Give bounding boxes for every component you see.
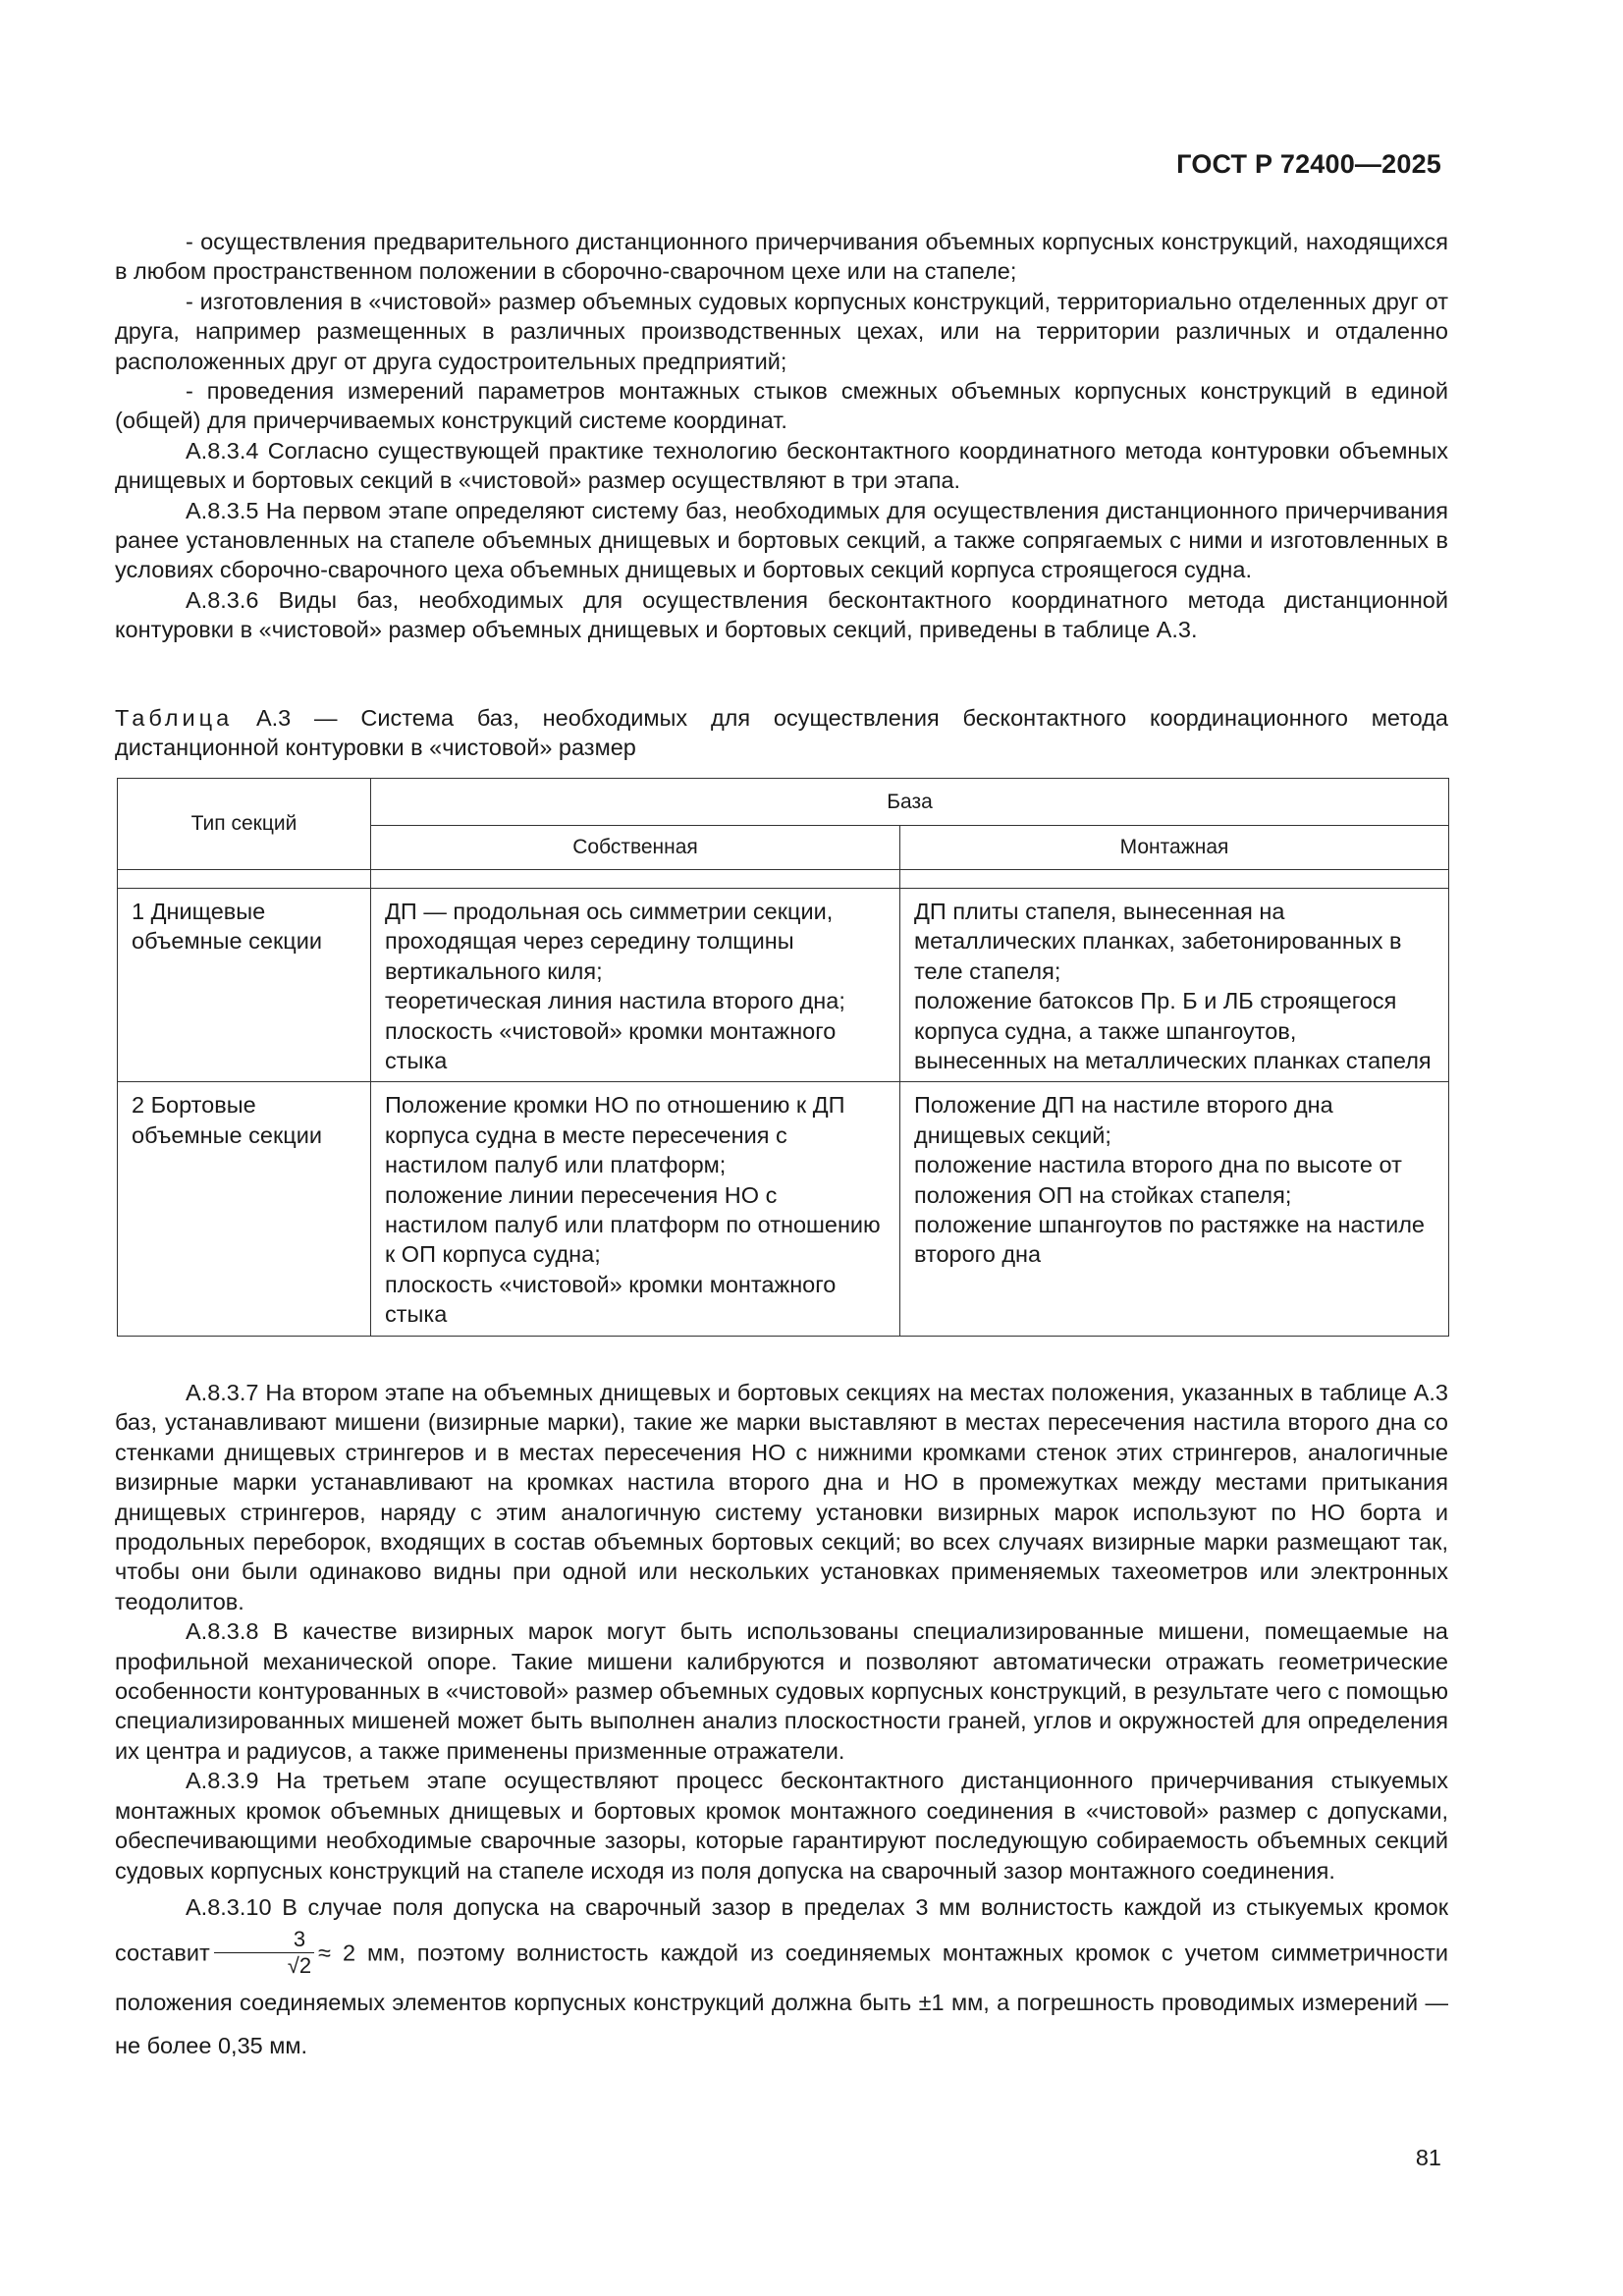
- cell-own-base: ДП — продольная ось симметрии секции, проходящая через середину толщины вертикального киля; теоретическая линия настила второго дна; плоскость «чистовой» кромки монтажного стыка: [371, 889, 900, 1082]
- cell-mount-base: Положение ДП на настиле второго дна днищевых секций; положение настила второго дна по высоте от положения ОП на стойках стапеля; положение шпангоутов по растяжке на настиле второго дна: [900, 1082, 1449, 1336]
- header-separator: [118, 870, 1449, 889]
- fraction-denominator: √2: [287, 1952, 312, 1978]
- intro-text-block: [115, 227, 1448, 645]
- header-mount: Монтажная: [900, 826, 1449, 870]
- document-number-header: ГОСТ Р 72400—2025: [1176, 149, 1441, 179]
- table-caption: [115, 703, 1448, 763]
- paragraph-a834: А.8.3.4 Согласно существующей практике технологию бесконтактного координатного метода контуровки объемных днищевых и бортовых секций в «чистовой» размер осуществляют в три этапа.: [115, 437, 1448, 494]
- cell-section-type: 2 Бортовые объемные секции: [118, 1082, 371, 1336]
- outro-text-block: [115, 1378, 1448, 2067]
- table-caption-label: Таблица: [115, 705, 234, 731]
- cell-section-type: 1 Днищевые объемные секции: [118, 889, 371, 1082]
- paragraph-a839: А.8.3.9 На третьем этапе осуществляют процесс бесконтактного дистанционного причерчивания стыкуемых монтажных кромок объемных днищевых и бортовых кромок монтажного соединения в «чистовой» размер с допусками, обеспечивающими необходимые сварочные зазоры, которые гарантируют последующую собираемость объемных секций судовых корпусных конструкций на стапеле исходя из поля допуска на сварочный зазор монтажного соединения.: [115, 1768, 1448, 1884]
- bases-table: [117, 778, 1449, 1337]
- cell-mount-base: ДП плиты стапеля, вынесенная на металлических планках, забетонированных в теле стапеля; положение батоксов Пр. Б и ЛБ строящегося корпуса судна, а также шпангоутов, вынесенных на металлических планках стапеля: [900, 889, 1449, 1082]
- table-row: [118, 889, 1449, 1082]
- paragraph-a838: А.8.3.8 В качестве визирных марок могут быть использованы специализированные мишени, помещаемые на профильной механической опоре. Такие мишени калибруются и позволяют автоматически отражать геометрические особенности контурованных в «чистовой» размер объемных судовых корпусных конструкций, в результате чего с помощью специализированных мишеней может быть выполнен анализ плоскостности граней, углов и окружностей для определения их центра и радиусов, а также применены призменные отражатели.: [115, 1618, 1448, 1764]
- page-number: 81: [1415, 2145, 1441, 2170]
- paragraph-a837: А.8.3.7 На втором этапе на объемных днищевых и бортовых секциях на местах положения, указанных в таблице А.3 баз, устанавливают мишени (визирные марки), такие же марки выставляют в местах пересечения настила второго дна со стенками днищевых стрингеров и в местах пересечения НО с нижними кромками стенок этих стрингеров, аналогичные визирные марки устанавливают на кромках настила второго дна и НО в промежутках между местами притыкания днищевых стрингеров, наряду с этим аналогичную систему установки визирных марок используют по НО борта и продольных переборок, входящих в состав объемных бортовых секций; во всех случаях визирные марки размещают так, чтобы они были одинаково видны при одной или нескольких установках применяемых тахеометров или электронных теодолитов.: [115, 1380, 1448, 1614]
- paragraph-a836: А.8.3.6 Виды баз, необходимых для осуществления бесконтактного координатного метода дистанционной контуровки в «чистовой» размер объемных днищевых и бортовых секций, приведены в таблице А.3.: [115, 586, 1448, 643]
- paragraph-a8310-start: А.8.3.10 В случае поля допуска на сварочный зазор в пределах 3 мм волнистость каждой из стыкуемых кромок составит: [115, 1893, 1448, 1966]
- paragraph-bullet-2: - изготовления в «чистовой» размер объемных судовых корпусных конструкций, территориально отделенных друг от друга, например размещенных в различных производственных цехах, или на территории различных и отдаленно расположенных друг от друга судостроительных предприятий;: [115, 288, 1448, 374]
- table-row: [118, 1082, 1449, 1336]
- header-section-type: Тип секций: [118, 779, 371, 870]
- fraction-numerator: 3: [214, 1927, 314, 1953]
- paragraph-a8310-end: ≈ 2 мм, поэтому волнистость каждой из соединяемых монтажных кромок с учетом симметричности положения соединяемых элементов корпусных конструкций должна быть ±1 мм, а погрешность проводимых измерений — не более 0,35 мм.: [115, 1940, 1448, 2058]
- header-base: База: [371, 779, 1449, 826]
- paragraph-a8310: [115, 1886, 1448, 2067]
- fraction-formula: [214, 1927, 314, 1979]
- paragraph-bullet-3: - проведения измерений параметров монтажных стыков смежных объемных корпусных конструкций в единой (общей) для причерчиваемых конструкций системе координат.: [115, 378, 1448, 434]
- cell-own-base: Положение кромки НО по отношению к ДП корпуса судна в месте пересечения с настилом палуб или платформ; положение линии пересечения НО с настилом палуб или платформ по отношению к ОП корпуса судна; плоскость «чистовой» кромки монтажного стыка: [371, 1082, 900, 1336]
- header-own: Собственная: [371, 826, 900, 870]
- table-caption-text: А.3 — Система баз, необходимых для осуществления бесконтактного координационного метода дистанционной контуровки в «чистовой» размер: [115, 705, 1448, 761]
- paragraph-bullet-1: - осуществления предварительного дистанционного причерчивания объемных корпусных конструкций, находящихся в любом пространственном положении в сборочно-сварочном цехе или на стапеле;: [115, 229, 1448, 285]
- paragraph-a835: А.8.3.5 На первом этапе определяют систему баз, необходимых для осуществления дистанционного причерчивания ранее установленных на стапеле объемных днищевых и бортовых секций, а также сопрягаемых с ними и изготовленных в условиях сборочно-сварочного цеха объемных днищевых и бортовых секций корпуса строящегося судна.: [115, 497, 1448, 583]
